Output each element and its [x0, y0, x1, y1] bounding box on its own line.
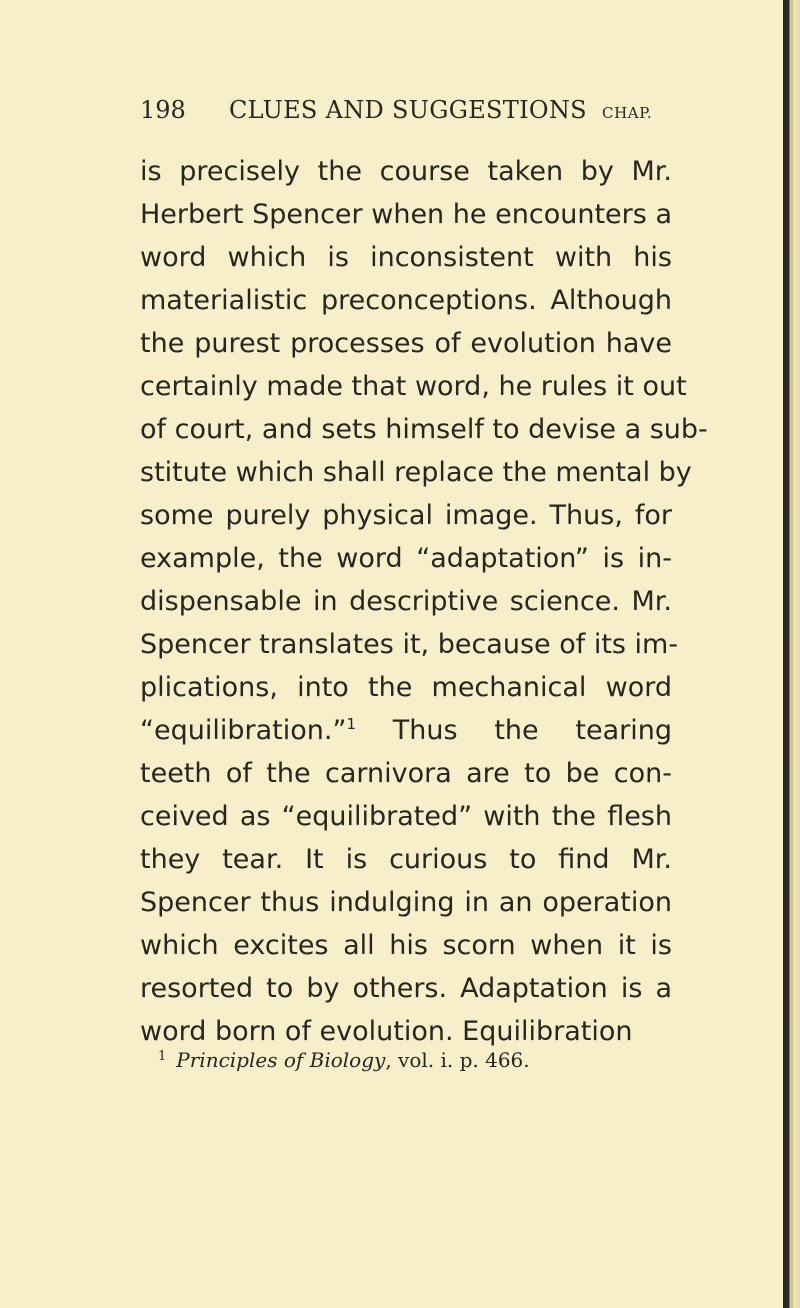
footnote-reference: 1: [346, 715, 356, 733]
text-line: teeth of the carnivora are to be con-: [140, 758, 672, 789]
footnote-book-title: Principles of Biology: [176, 1048, 386, 1072]
text-line: some purely physical image. Thus, for: [140, 500, 672, 531]
text-line: certainly made that word, he rules it out: [140, 371, 687, 402]
page-number: 198: [140, 96, 186, 124]
text-line: the purest processes of evolution have: [140, 328, 672, 359]
text-line: of court, and sets himself to devise a sub-: [140, 414, 708, 445]
text-line: example, the word “adaptation” is in-: [140, 543, 672, 574]
text-line: is precisely the course taken by Mr.: [140, 156, 672, 187]
text-line: Spencer thus indulging in an operation: [140, 887, 672, 918]
text-line: they tear. It is curious to find Mr.: [140, 844, 672, 875]
text-line: materialistic preconceptions. Although: [140, 285, 672, 316]
text-line: Spencer translates it, because of its im-: [140, 629, 679, 660]
text-line: word born of evolution. Equilibration: [140, 1016, 633, 1047]
text-line: dispensable in descriptive science. Mr.: [140, 586, 672, 617]
body-text: [140, 150, 708, 1053]
text-segment: Thus the tearing: [392, 715, 672, 746]
text-line: word which is inconsistent with his: [140, 242, 672, 273]
text-segment: “equilibration.”: [140, 715, 347, 746]
text-line: ceived as “equilibrated” with the flesh: [140, 801, 672, 832]
text-line: Herbert Spencer when he encounters a: [140, 199, 672, 230]
text-line: which excites all his scorn when it is: [140, 930, 672, 961]
text-line-with-footnote: [140, 709, 672, 752]
running-header: [128, 96, 688, 136]
page-binding-edge: [783, 0, 800, 1308]
text-line: resorted to by others. Adaptation is a: [140, 973, 672, 1004]
footnote-mark: 1: [158, 1049, 167, 1064]
footnote: [158, 1048, 678, 1072]
text-line: plications, into the mechanical word: [140, 672, 672, 703]
chapter-label: CHAP.: [602, 104, 653, 122]
running-title: CLUES AND SUGGESTIONS: [229, 96, 587, 124]
footnote-reference-text: , vol. i. p. 466.: [385, 1048, 530, 1072]
text-line: stitute which shall replace the mental by: [140, 457, 692, 488]
